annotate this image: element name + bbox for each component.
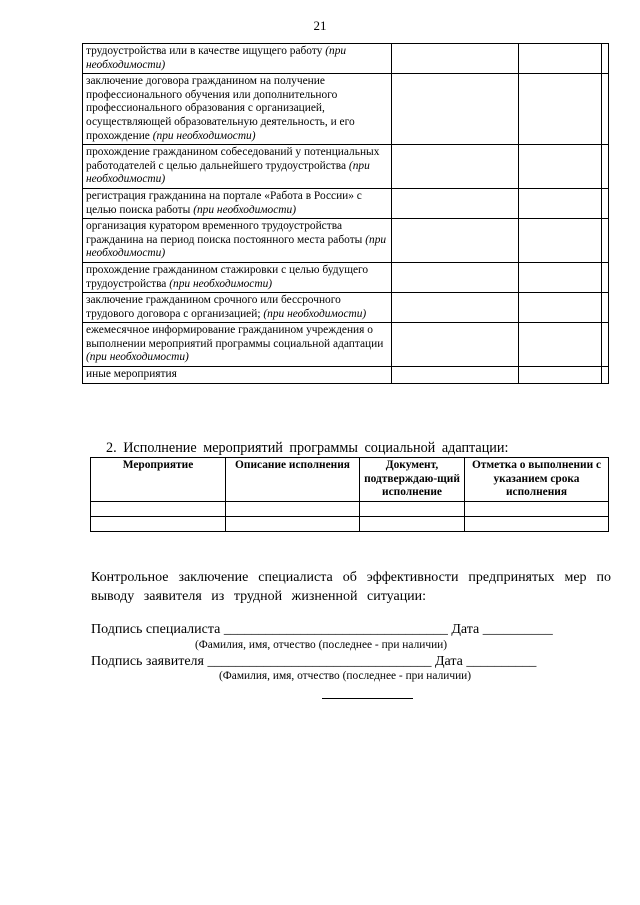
header-description: Описание исполнения <box>226 458 360 502</box>
measure-text: прохождение гражданином собеседований у потенциальных работодателей с целью дальнейшего трудоустройства <box>86 146 380 172</box>
measure-cell <box>83 293 392 323</box>
table-row <box>83 44 609 74</box>
empty-cell <box>391 74 518 145</box>
date-blank: __________ <box>466 654 537 669</box>
page-number: 21 <box>313 18 327 33</box>
table-row <box>83 367 609 384</box>
measure-cell <box>83 367 392 384</box>
specialist-signature-line <box>91 622 553 638</box>
measure-cell <box>83 44 392 74</box>
table-row <box>83 293 609 323</box>
measure-note: (при необходимости) <box>86 351 189 364</box>
header-document: Документ, подтверждаю-щий исполнение <box>360 458 465 502</box>
empty-cell <box>91 516 226 531</box>
measure-text: иные мероприятия <box>86 368 177 381</box>
measure-text: заключение договора гражданином на получение профессионального обучения или дополнительного профессионального образования с организацией, осуществляющей образовательную деятельность, и его прохождение <box>86 75 355 142</box>
measure-cell <box>83 145 392 189</box>
empty-cell <box>391 219 518 263</box>
measure-note: (при необходимости) <box>86 45 347 71</box>
empty-cell <box>519 293 602 323</box>
measure-text: ежемесячное информирование гражданином учреждения о выполнении мероприятий программы социальной адаптации <box>86 324 384 350</box>
measures-table <box>82 43 609 384</box>
measure-text: прохождение гражданином стажировки с целью будущего трудоустройства <box>86 263 369 290</box>
empty-cell <box>602 323 609 367</box>
empty-cell <box>519 323 602 367</box>
measure-text: организация куратором временного трудоустройства гражданина на период поиска постоянного места работы <box>86 220 363 246</box>
empty-cell <box>391 262 518 292</box>
empty-cell <box>226 501 360 516</box>
empty-cell <box>602 74 609 145</box>
empty-cell <box>602 367 609 384</box>
empty-cell <box>226 516 360 531</box>
header-measure: Мероприятие <box>91 458 226 502</box>
measure-text: регистрация гражданина на портале «Работа в России» с целью поиска работы <box>86 189 362 216</box>
date-blank: __________ <box>482 622 553 637</box>
execution-table <box>90 457 609 532</box>
empty-cell <box>91 501 226 516</box>
table-row <box>83 323 609 367</box>
empty-cell <box>391 188 518 218</box>
applicant-caption: (Фамилия, имя, отчество (последнее - при наличии) <box>219 670 472 682</box>
applicant-label: Подпись заявителя <box>91 654 204 669</box>
date-label: Дата <box>434 654 463 669</box>
table-row <box>83 74 609 145</box>
empty-cell <box>602 293 609 323</box>
empty-cell <box>360 516 465 531</box>
empty-cell <box>465 516 609 531</box>
specialist-blank: ________________________________ <box>223 622 448 637</box>
end-separator-line <box>322 698 413 699</box>
measure-note: (при необходимости) <box>86 233 387 260</box>
measure-text: заключение гражданином срочного или бессрочного трудового договора с организацией; <box>86 294 341 320</box>
empty-cell <box>602 262 609 292</box>
table-row <box>91 516 609 531</box>
applicant-signature-line <box>91 654 536 670</box>
table-row <box>83 219 609 263</box>
measure-note: (при необходимости) <box>169 277 273 290</box>
empty-cell <box>360 501 465 516</box>
table-row <box>83 145 609 189</box>
empty-cell <box>465 501 609 516</box>
section-heading: 2. Исполнение мероприятий программы социальной адаптации: <box>106 440 509 456</box>
empty-cell <box>519 145 602 189</box>
measure-text: трудоустройства или в качестве ищущего работу <box>86 45 323 57</box>
measure-cell <box>83 188 392 218</box>
date-label: Дата <box>451 622 480 637</box>
measure-cell <box>83 74 392 145</box>
conclusion-text: Контрольное заключение специалиста об эффективности предпринятых мер по выводу заявителя из трудной жизненной ситуации: <box>91 570 611 604</box>
empty-cell <box>519 44 602 74</box>
empty-cell <box>602 188 609 218</box>
specialist-label: Подпись специалиста <box>91 622 221 637</box>
empty-cell <box>391 323 518 367</box>
applicant-blank: ________________________________ <box>207 654 432 669</box>
empty-cell <box>602 145 609 189</box>
empty-cell <box>391 145 518 189</box>
empty-cell <box>602 219 609 263</box>
table-row <box>91 501 609 516</box>
measure-note: (при необходимости) <box>152 129 256 142</box>
empty-cell <box>602 44 609 74</box>
table-row <box>83 188 609 218</box>
empty-cell <box>391 44 518 74</box>
specialist-caption: (Фамилия, имя, отчество (последнее - при наличии) <box>195 639 448 651</box>
empty-cell <box>519 219 602 263</box>
empty-cell <box>519 367 602 384</box>
empty-cell <box>391 293 518 323</box>
measure-cell <box>83 219 392 263</box>
empty-cell <box>519 74 602 145</box>
measure-cell <box>83 323 392 367</box>
measure-note: (при необходимости) <box>86 159 370 186</box>
measure-note: (при необходимости) <box>193 203 297 216</box>
measure-cell <box>83 262 392 292</box>
empty-cell <box>519 262 602 292</box>
table-row <box>83 262 609 292</box>
empty-cell <box>519 188 602 218</box>
header-mark: Отметка о выполнении с указанием срока исполнения <box>465 458 609 502</box>
measure-note: (при необходимости) <box>263 307 367 320</box>
empty-cell <box>391 367 518 384</box>
